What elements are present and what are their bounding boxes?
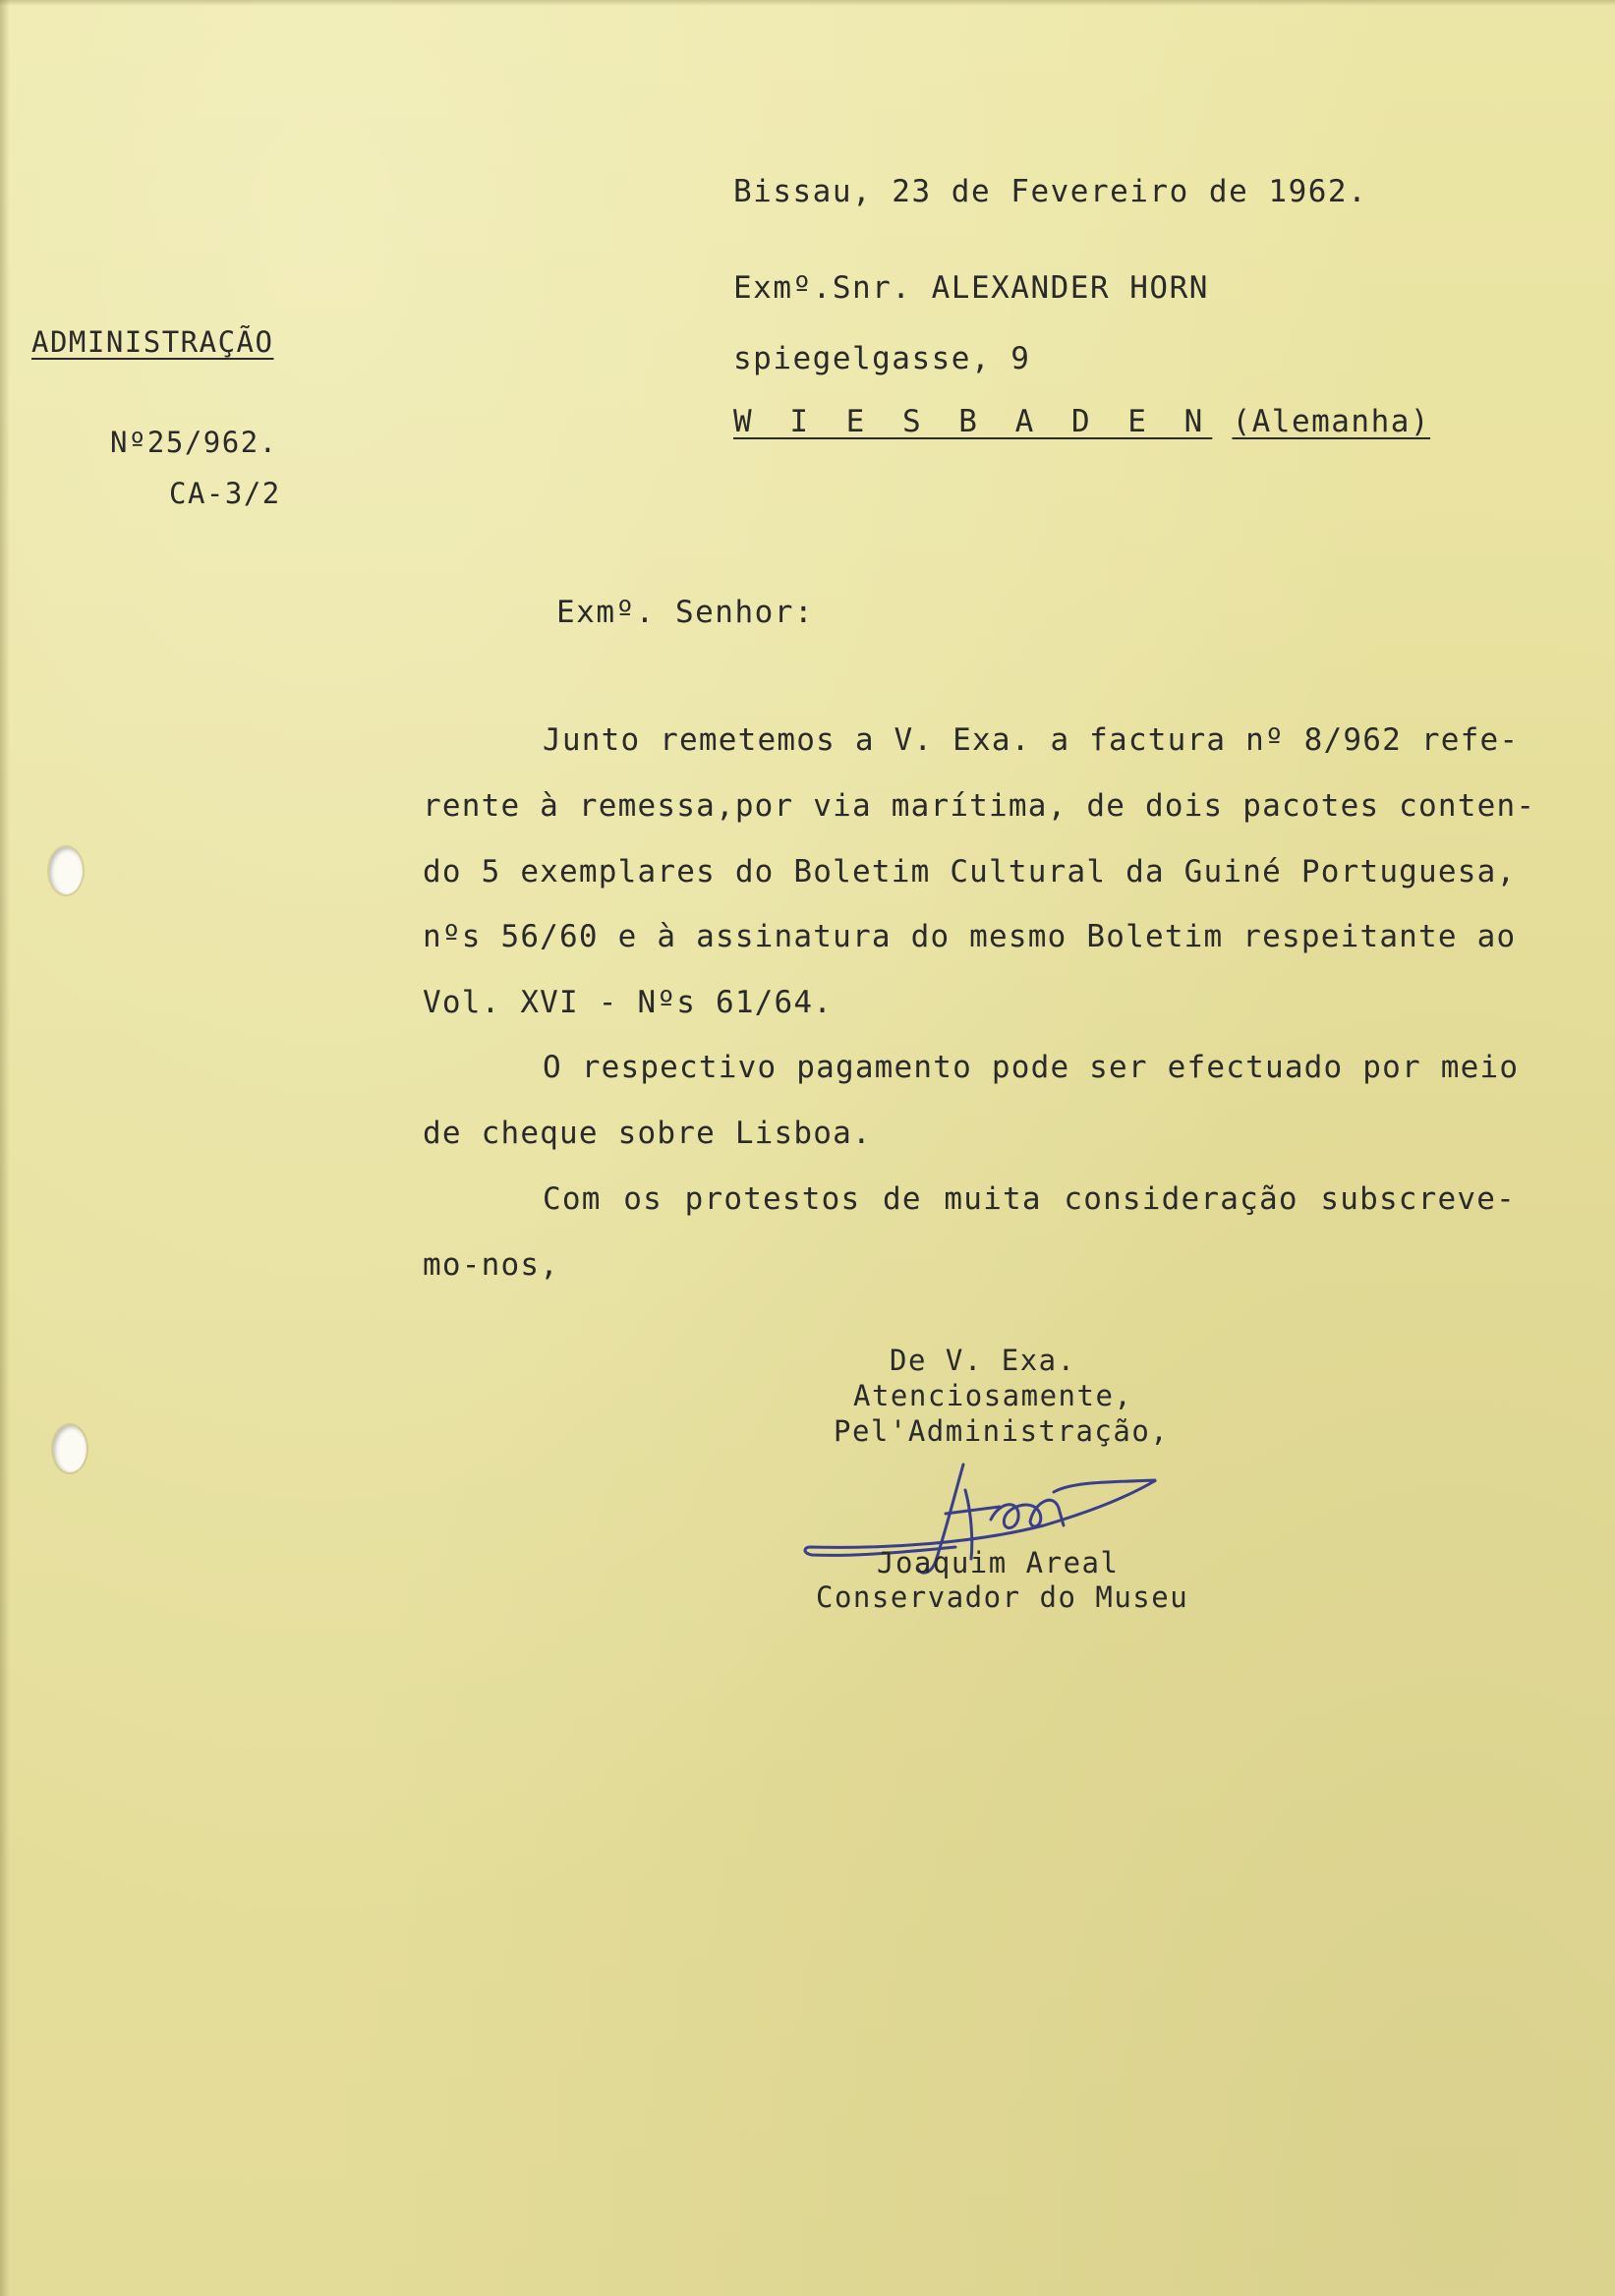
salutation: Exmº. Senhor: [556, 595, 815, 630]
body-line-8: Com os protestos de muita consideração subscreve- [543, 1181, 1516, 1217]
recipient-city: W I E S B A D E N [733, 404, 1213, 439]
body-line-4: nºs 56/60 e à assinatura do mesmo Boletim respeitante ao [423, 919, 1517, 954]
body-line-9: mo-nos, [423, 1247, 560, 1283]
reference-code: CA-3/2 [169, 477, 281, 510]
punch-hole-bottom [53, 1425, 87, 1472]
body-line-6: O respectivo pagamento pode ser efectuado por meio [543, 1050, 1520, 1085]
recipient-city-line [733, 404, 1431, 439]
body-line-1: Junto remetemos a V. Exa. a factura nº 8/962 refe- [543, 722, 1520, 758]
closing-line-3: Pel'Administração, [834, 1414, 1170, 1448]
body-line-7: de cheque sobre Lisboa. [423, 1116, 872, 1151]
recipient-name: Exmº.Snr. ALEXANDER HORN [733, 270, 1209, 306]
recipient-country: (Alemanha) [1232, 404, 1431, 439]
closing-line-2: Atenciosamente, [853, 1379, 1133, 1412]
closing-line-1: De V. Exa. [890, 1344, 1076, 1377]
recipient-street: spiegelgasse, 9 [733, 341, 1031, 376]
signatory-title: Conservador do Museu [816, 1580, 1189, 1614]
body-line-3: do 5 exemplares do Boletim Cultural da Guiné Portuguesa, [423, 854, 1517, 890]
punch-hole-top [49, 847, 83, 894]
body-line-2: rente à remessa,por via marítima, de dois pacotes conten- [423, 788, 1536, 824]
body-line-5: Vol. XVI - Nºs 61/64. [423, 985, 834, 1020]
reference-number: Nº25/962. [110, 426, 278, 459]
signatory-name: Joaquim Areal [877, 1546, 1120, 1579]
place-date: Bissau, 23 de Fevereiro de 1962. [733, 174, 1368, 209]
department-heading: ADMINISTRAÇÃO [31, 325, 274, 359]
